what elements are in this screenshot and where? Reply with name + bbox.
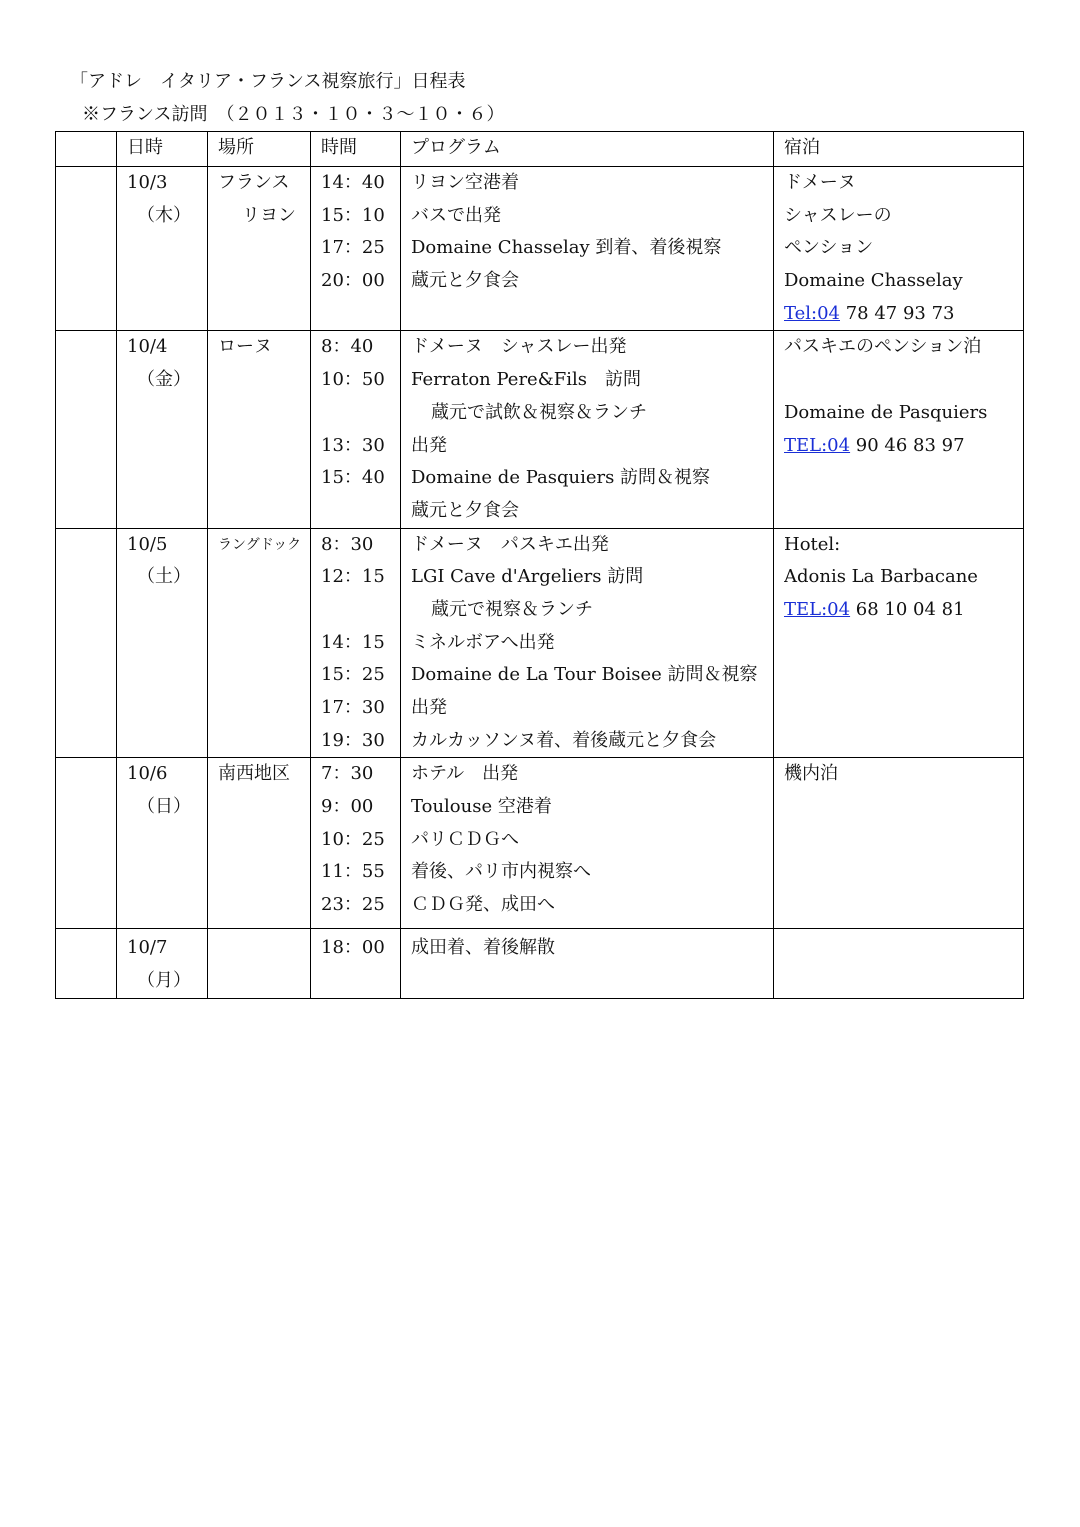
lodging-line: 機内泊 — [784, 763, 838, 785]
program-cell — [401, 167, 774, 331]
place-cell — [208, 929, 311, 998]
program-line: リヨン空港着 — [411, 172, 519, 193]
lodging-line — [784, 364, 1023, 397]
tel-link[interactable]: TEL:04 — [784, 598, 851, 620]
header-blank-cell — [56, 132, 117, 167]
program-line: Domaine Chasselay 到着、着後視察 — [411, 237, 722, 259]
time-line — [321, 594, 400, 627]
table-row — [56, 758, 1024, 929]
place-cell — [208, 331, 311, 528]
time-line: 17：30 — [321, 697, 385, 718]
time-line: 10：50 — [321, 369, 385, 391]
program-line: ドメーヌ パスキエ出発 — [411, 533, 609, 555]
lodging-tel — [784, 298, 1023, 331]
lodging-line: Hotel: — [784, 533, 841, 555]
time-line: 14：15 — [321, 631, 385, 653]
time-cell — [311, 528, 401, 758]
time-line: 19：30 — [321, 729, 385, 751]
place-cell — [208, 167, 311, 331]
program-line: LGI Cave d'Argeliers 訪問 — [411, 566, 644, 588]
date-cell — [117, 528, 208, 758]
place-line: リヨン — [242, 204, 296, 226]
time-line: 9：00 — [321, 796, 374, 818]
lodging-line: Domaine Chasselay — [784, 270, 963, 292]
place-cell — [208, 528, 311, 758]
time-cell — [311, 758, 401, 929]
time-line: 15：40 — [321, 467, 385, 489]
row-blank-cell — [56, 331, 117, 528]
time-line: 8：30 — [321, 533, 374, 555]
place-line: ローヌ — [218, 336, 272, 358]
lodging-line: シャスレーの — [784, 204, 892, 226]
program-line: Ferraton Pere&Fils 訪問 — [411, 369, 641, 391]
program-line: カルカッソンヌ着、着後蔵元と夕食会 — [411, 729, 717, 751]
document-title: 「アドレ イタリア・フランス視察旅行」日程表 — [70, 71, 466, 92]
program-line: 成田着、着後解散 — [411, 937, 555, 959]
time-line: 13：30 — [321, 434, 385, 456]
date: 10/7 — [127, 937, 168, 959]
program-line: Domaine de Pasquiers 訪問＆視察 — [411, 467, 711, 489]
lodging-line: ペンション — [784, 237, 874, 259]
tel-number: 78 47 93 73 — [840, 302, 955, 324]
table-row — [56, 167, 1024, 331]
header-date: 日時 — [117, 132, 208, 167]
row-blank-cell — [56, 929, 117, 998]
time-line: 23：25 — [321, 894, 385, 916]
time-line: 14：40 — [321, 172, 385, 193]
header-program: プログラム — [401, 132, 774, 167]
time-line: 18：00 — [321, 937, 385, 959]
date: 10/5 — [127, 533, 168, 555]
date: 10/4 — [127, 336, 168, 358]
lodging-cell — [774, 758, 1024, 929]
date-cell — [117, 167, 208, 331]
table-row — [56, 331, 1024, 528]
time-cell — [311, 167, 401, 331]
time-line: 8：40 — [321, 336, 374, 358]
program-line: Toulouse 空港着 — [411, 796, 552, 818]
lodging-tel — [784, 594, 1023, 627]
tel-link[interactable]: TEL:04 — [784, 434, 851, 456]
day-of-week: （金） — [137, 369, 191, 391]
time-line — [321, 495, 400, 528]
time-line: 11：55 — [321, 861, 385, 883]
program-line: 出発 — [411, 697, 447, 718]
lodging-line: Adonis La Barbacane — [784, 566, 978, 588]
schedule-table — [55, 131, 1024, 999]
time-line — [321, 298, 400, 331]
program-cell — [401, 331, 774, 528]
program-cell — [401, 758, 774, 929]
tel-number: 90 46 83 97 — [850, 434, 965, 456]
program-line: Domaine de La Tour Boisee 訪問＆視察 — [411, 664, 758, 686]
table-row — [56, 528, 1024, 758]
row-blank-cell — [56, 167, 117, 331]
row-blank-cell — [56, 528, 117, 758]
header-place: 場所 — [208, 132, 311, 167]
lodging-line: パスキエのペンション泊 — [784, 336, 982, 358]
program-line: 出発 — [411, 434, 447, 456]
place-line: フランス — [218, 172, 290, 193]
program-line: 蔵元と夕食会 — [411, 499, 519, 521]
program-line: 着後、パリ市内視察へ — [411, 861, 591, 883]
time-line: 12：15 — [321, 566, 385, 588]
lodging-line: Domaine de Pasquiers — [784, 401, 988, 423]
time-line — [321, 397, 400, 430]
program-line: ミネルボアへ出発 — [411, 631, 555, 653]
row-blank-cell — [56, 758, 117, 929]
time-line: 10：25 — [321, 828, 385, 850]
date-cell — [117, 758, 208, 929]
program-line: ホテル 出発 — [411, 763, 519, 785]
date: 10/3 — [127, 172, 168, 193]
table-row — [56, 929, 1024, 998]
day-of-week: （木） — [137, 204, 191, 226]
lodging-line: ドメーヌ — [784, 172, 856, 193]
header-lodging: 宿泊 — [774, 132, 1024, 167]
program-line: 蔵元で視察＆ランチ — [431, 598, 593, 620]
date-cell — [117, 331, 208, 528]
time-line: 15：25 — [321, 664, 385, 686]
program-line: ＣＤＧ発、成田へ — [411, 894, 555, 916]
date: 10/6 — [127, 763, 168, 785]
day-of-week: （月） — [137, 970, 191, 992]
tel-number: 68 10 04 81 — [850, 598, 965, 620]
time-line: 7：30 — [321, 763, 374, 785]
header-time: 時間 — [311, 132, 401, 167]
day-of-week: （土） — [137, 566, 191, 588]
lodging-cell — [774, 331, 1024, 528]
program-line: バスで出発 — [411, 204, 501, 226]
lodging-tel — [784, 430, 1023, 463]
program-cell — [401, 528, 774, 758]
document-subtitle: ※フランス訪問 （２０１３・１０・３～１０・６） — [82, 104, 505, 125]
place-line: ラングドック — [218, 536, 302, 553]
program-line: 蔵元と夕食会 — [411, 270, 519, 292]
program-line: ドメーヌ シャスレー出発 — [411, 336, 627, 358]
lodging-cell — [774, 528, 1024, 758]
day-of-week: （日） — [137, 796, 191, 818]
place-line: 南西地区 — [218, 763, 290, 785]
time-cell — [311, 929, 401, 998]
time-line: 17：25 — [321, 237, 385, 259]
program-cell — [401, 929, 774, 998]
table-header-row — [56, 132, 1024, 167]
time-cell — [311, 331, 401, 528]
time-line: 15：10 — [321, 204, 385, 226]
place-cell — [208, 758, 311, 929]
program-line — [411, 298, 773, 331]
tel-link[interactable]: Tel:04 — [784, 302, 840, 324]
lodging-cell — [774, 167, 1024, 331]
time-line: 20：00 — [321, 270, 385, 292]
program-line: パリＣＤＧへ — [411, 828, 519, 850]
program-line: 蔵元で試飲＆視察＆ランチ — [431, 401, 647, 423]
date-cell — [117, 929, 208, 998]
lodging-cell — [774, 929, 1024, 998]
